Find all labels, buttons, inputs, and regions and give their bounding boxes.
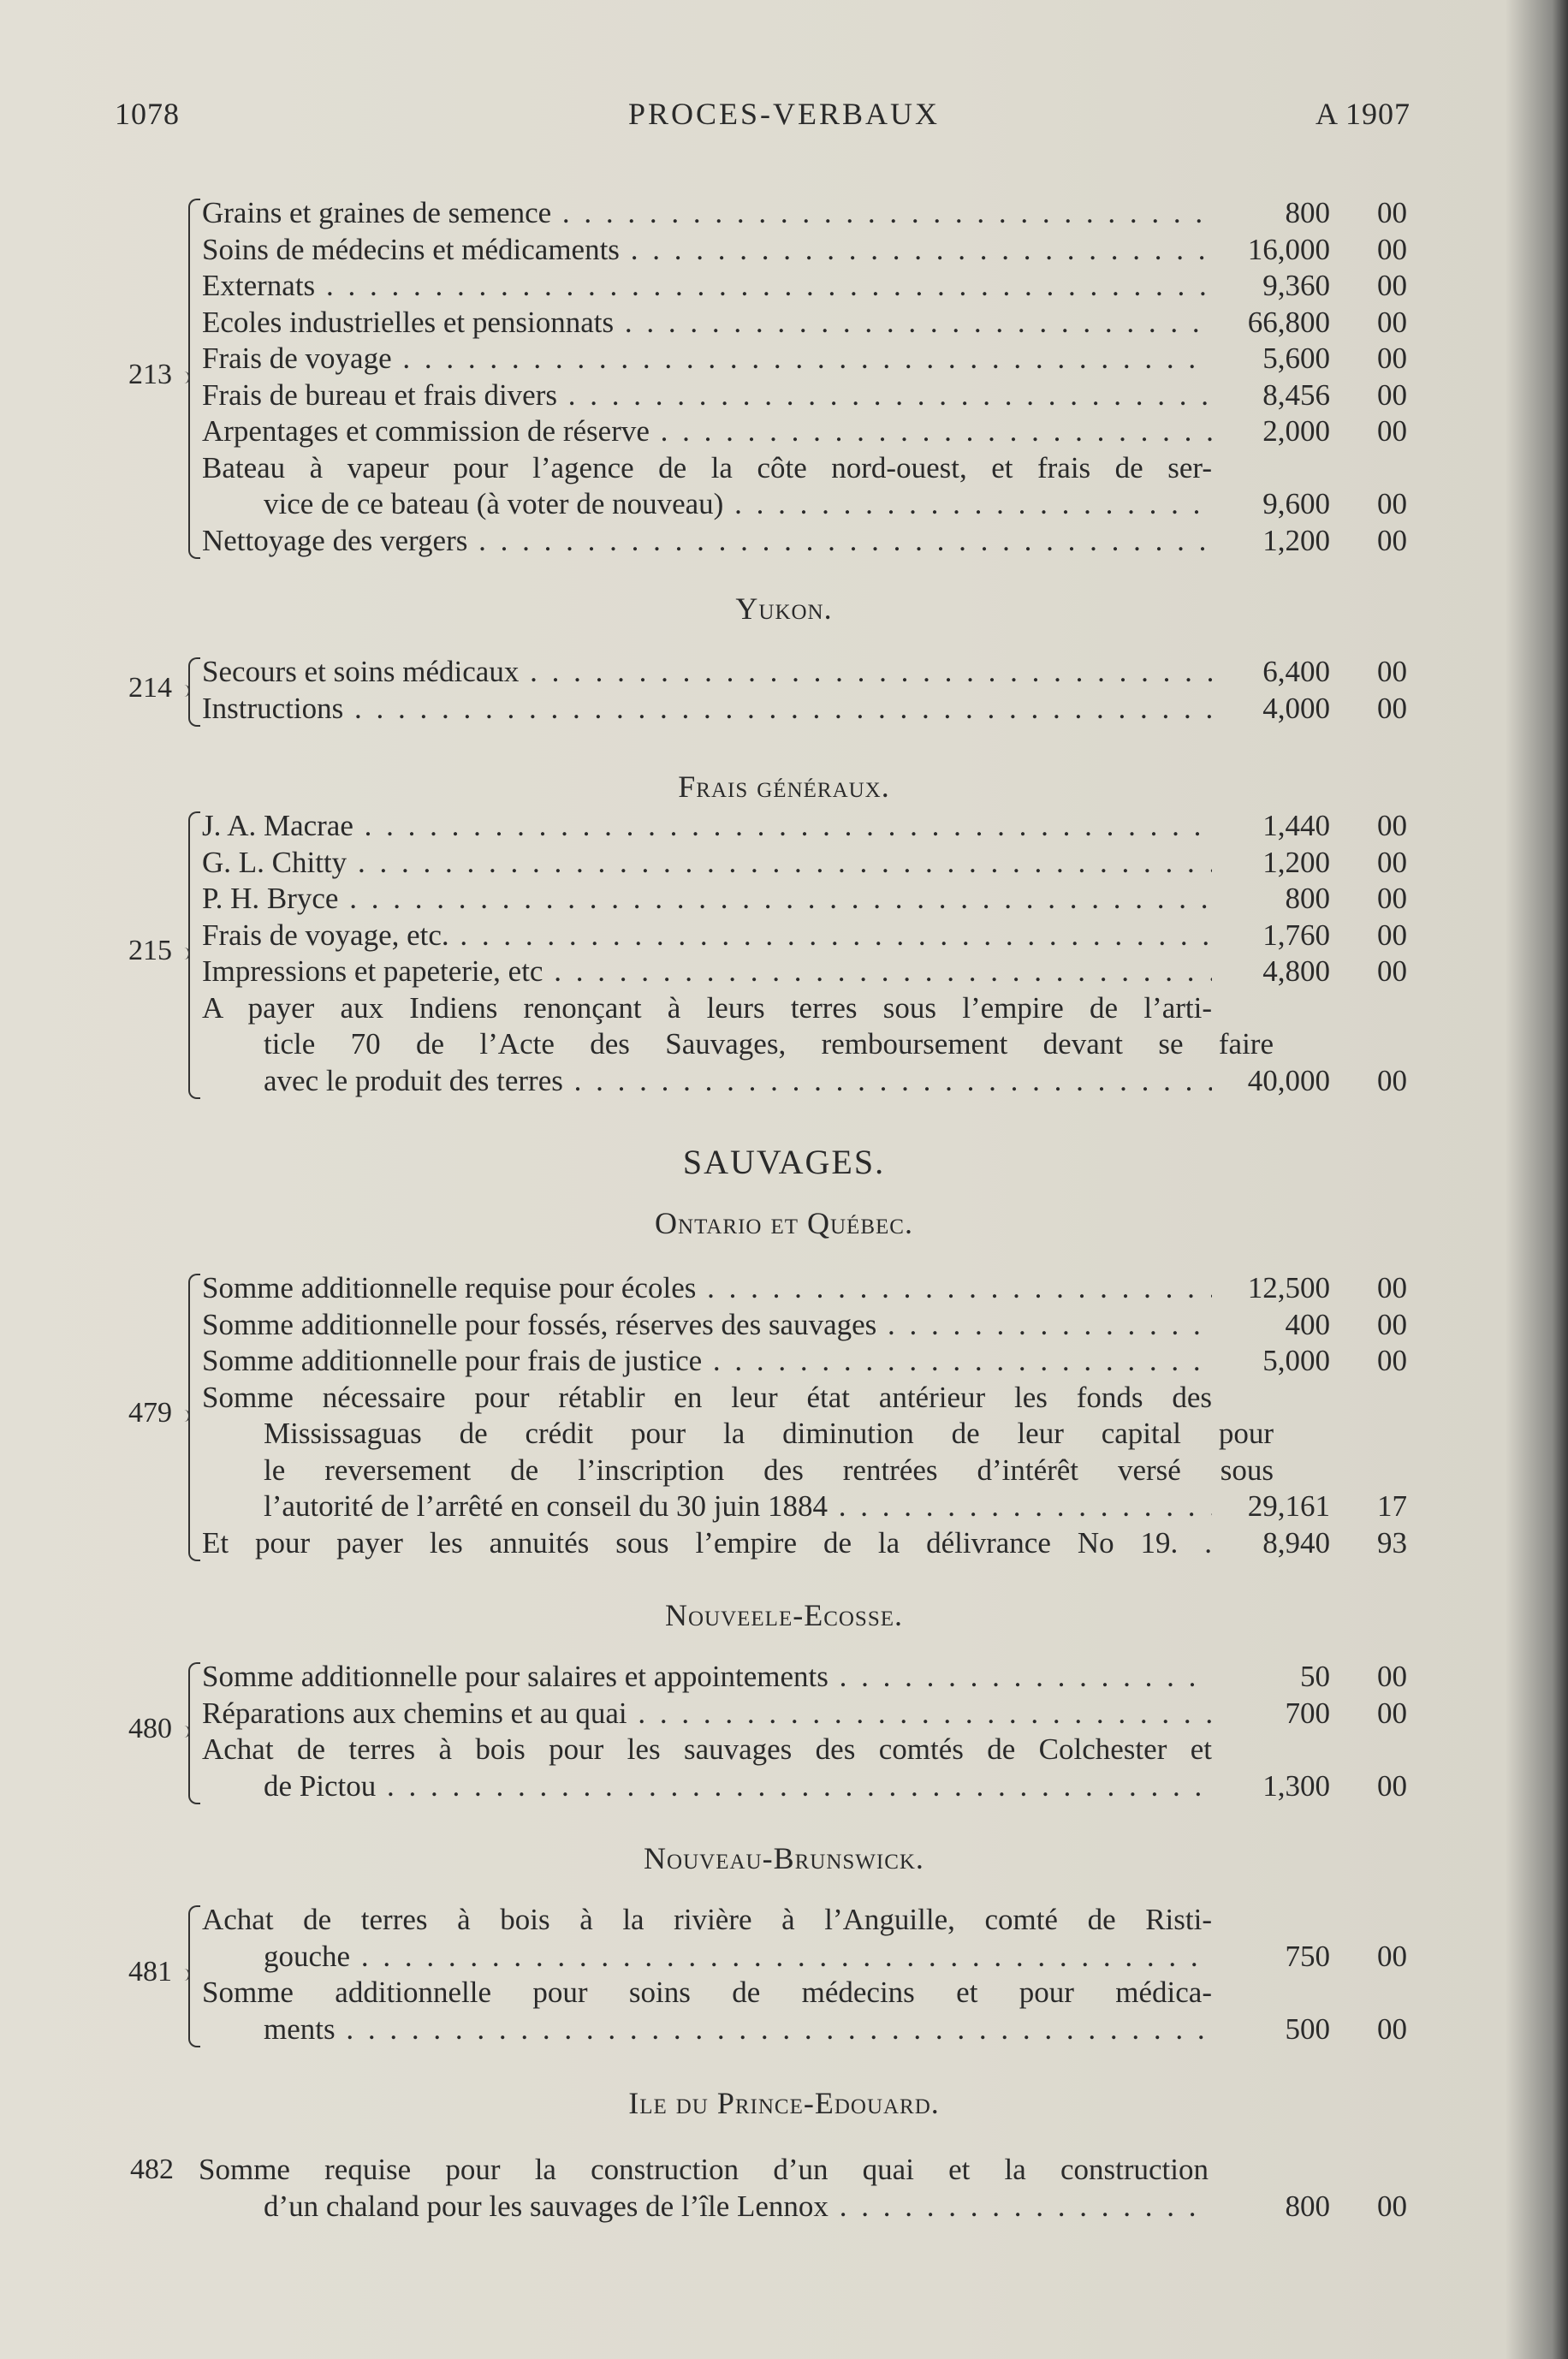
- item-description: A payer aux Indiens renonçant à leurs terres sous l’empire de l’arti-: [202, 990, 1212, 1025]
- line-item: [0, 1380, 1568, 1417]
- item-description: ticle 70 de l’Acte des Sauvages, remboursement devant se faire: [264, 1027, 1274, 1061]
- amount: [1248, 305, 1407, 342]
- amount-cents: 00: [1377, 414, 1407, 448]
- amount: [1262, 523, 1407, 560]
- amount-cents: 00: [1377, 1344, 1407, 1377]
- line-item: [0, 1696, 1568, 1732]
- line-item: [0, 1270, 1568, 1307]
- amount: [1286, 195, 1408, 232]
- item-description: Soins de médecins et médicaments . . .: [202, 232, 1212, 269]
- amount-cents: 00: [1377, 655, 1407, 688]
- line-item: [0, 1939, 1568, 1976]
- item-number: 482: [130, 2154, 174, 2185]
- item-number: 213: [128, 358, 172, 390]
- item-description: Nettoyage des vergers . . .: [202, 523, 1212, 560]
- line-item: [0, 1525, 1568, 1562]
- item-description: G. L. Chitty . . .: [202, 845, 1212, 882]
- item-description: Frais de voyage . . .: [202, 341, 1212, 377]
- item-description: Impressions et papeterie, etc . . .: [202, 954, 1212, 990]
- line-item: [0, 654, 1568, 691]
- amount-cents: 17: [1377, 1489, 1407, 1523]
- amount: [1286, 881, 1408, 918]
- item-description: Somme additionnelle pour salaires et appointements . . .: [202, 1659, 1212, 1696]
- amount: [1262, 268, 1407, 305]
- line-item: [0, 450, 1568, 487]
- amount: [1286, 1696, 1408, 1732]
- amount: [1248, 1063, 1407, 1100]
- item-description: Instructions . . .: [202, 691, 1212, 728]
- amount: [1262, 808, 1407, 845]
- amount: [1262, 486, 1407, 523]
- item-number: 215: [128, 935, 172, 966]
- amount-cents: 00: [1377, 845, 1407, 879]
- line-item: [0, 845, 1568, 882]
- item-number: 480: [128, 1713, 172, 1744]
- session-year: A 1907: [1315, 97, 1411, 131]
- amount: [1262, 413, 1407, 450]
- item-description: de Pictou . . .: [264, 1768, 1212, 1805]
- section-heading-main: SAUVAGES.: [682, 1143, 886, 1181]
- amount-dollars: 1,760: [1262, 918, 1330, 952]
- amount-cents: 00: [1377, 196, 1407, 229]
- amount-cents: 00: [1377, 1271, 1407, 1304]
- item-description: Somme nécessaire pour rétablir en leur état antérieur les fonds des: [202, 1380, 1212, 1414]
- item-description: Somme additionnelle pour frais de justice . . .: [202, 1343, 1212, 1380]
- amount-dollars: 66,800: [1247, 305, 1330, 339]
- item-description: Ecoles industrielles et pensionnats . . .: [202, 305, 1212, 342]
- item-description: Frais de voyage, etc. . . .: [202, 918, 1212, 954]
- item-description: Somme additionnelle pour fossés, réserves des sauvages . . .: [202, 1307, 1212, 1344]
- amount-cents: 00: [1377, 523, 1407, 557]
- amount-cents: 00: [1377, 269, 1407, 302]
- item-description: Arpentages et commission de réserve . . .: [202, 413, 1212, 450]
- amount-dollars: 800: [1285, 196, 1330, 229]
- amount: [1262, 654, 1407, 691]
- amount-cents: 00: [1377, 2011, 1407, 2046]
- line-item: [0, 1488, 1568, 1525]
- amount-dollars: 500: [1285, 2011, 1330, 2046]
- amount-dollars: 50: [1300, 1660, 1330, 1693]
- amount: [1262, 341, 1407, 377]
- line-item: [0, 2152, 1568, 2189]
- item-description: Externats . . .: [202, 268, 1212, 305]
- estimate-group: [0, 654, 1568, 727]
- amount-cents: 00: [1377, 1696, 1407, 1730]
- item-description: Somme additionnelle requise pour écoles . . .: [202, 1270, 1212, 1307]
- amount-cents: 00: [1377, 918, 1407, 952]
- section-heading: Yukon.: [735, 591, 833, 626]
- line-item: [0, 341, 1568, 377]
- item-description: P. H. Bryce . . .: [202, 881, 1212, 918]
- item-number: 479: [128, 1397, 172, 1429]
- item-description: Bateau à vapeur pour l’agence de la côte nord-ouest, et frais de ser-: [202, 450, 1212, 484]
- line-item: [0, 1453, 1568, 1489]
- item-description: d’un chaland pour les sauvages de l’île Lennox . . .: [264, 2189, 1212, 2225]
- line-item: [0, 1975, 1568, 2011]
- amount-dollars: 400: [1285, 1307, 1330, 1341]
- amount: [1286, 2011, 1408, 2048]
- amount-cents: 00: [1377, 232, 1407, 266]
- amount: [1248, 232, 1407, 269]
- line-item: [0, 1343, 1568, 1380]
- item-description: gouche . . .: [264, 1939, 1212, 1976]
- amount-dollars: 6,400: [1262, 655, 1330, 688]
- amount: [1262, 691, 1407, 728]
- amount-cents: 00: [1377, 1063, 1407, 1097]
- amount-dollars: 29,161: [1247, 1489, 1330, 1523]
- amount: [1248, 1488, 1407, 1525]
- item-number: 214: [128, 671, 172, 704]
- line-item: [0, 195, 1568, 232]
- line-item: [0, 486, 1568, 523]
- amount-dollars: 800: [1285, 2189, 1330, 2223]
- line-item: [0, 881, 1568, 918]
- amount-dollars: 800: [1285, 882, 1330, 915]
- section-heading: Frais généraux.: [678, 769, 890, 804]
- amount-dollars: 1,200: [1262, 845, 1330, 879]
- item-description: avec le produit des terres . . .: [264, 1063, 1212, 1100]
- line-item: [0, 1659, 1568, 1696]
- line-item: [0, 1732, 1568, 1768]
- amount-dollars: 9,360: [1262, 269, 1330, 302]
- amount-cents: 93: [1377, 1525, 1407, 1560]
- amount-dollars: 9,600: [1262, 487, 1330, 520]
- item-description: Grains et graines de semence . . .: [202, 195, 1212, 232]
- line-item: [0, 918, 1568, 954]
- amount-dollars: 16,000: [1247, 232, 1330, 266]
- amount-cents: 00: [1377, 1307, 1407, 1341]
- line-item: [0, 808, 1568, 845]
- line-item: [0, 2189, 1568, 2225]
- amount: [1262, 845, 1407, 882]
- amount-cents: 00: [1377, 882, 1407, 915]
- item-description: Achat de terres à bois à la rivière à l’Anguille, comté de Risti-: [202, 1903, 1212, 1936]
- line-item: [0, 691, 1568, 728]
- amount-dollars: 8,456: [1262, 377, 1330, 412]
- amount-dollars: 1,200: [1262, 523, 1330, 557]
- amount: [1262, 1343, 1407, 1380]
- item-description: J. A. Macrae . . .: [202, 808, 1212, 845]
- amount: [1262, 377, 1407, 414]
- section-heading: Nouveau-Brunswick.: [644, 1841, 924, 1875]
- amount-dollars: 40,000: [1247, 1063, 1330, 1097]
- line-item: [0, 523, 1568, 560]
- estimate-group: [0, 195, 1568, 559]
- section-heading: Ile du Prince-Edouard.: [628, 2086, 940, 2120]
- page-header: [0, 96, 1568, 147]
- estimate-group: [0, 1270, 1568, 1561]
- amount: [1262, 918, 1407, 954]
- line-item: [0, 232, 1568, 269]
- amount-cents: 00: [1377, 1939, 1407, 1973]
- line-item: [0, 2011, 1568, 2048]
- section-heading: Nouveele-Ecosse.: [664, 1598, 904, 1632]
- line-item: [0, 1902, 1568, 1939]
- amount-cents: 00: [1377, 691, 1407, 725]
- amount-cents: 00: [1377, 487, 1407, 520]
- amount-dollars: 2,000: [1262, 414, 1330, 448]
- item-description: Mississaguas de crédit pour la diminution de leur capital pour: [264, 1417, 1274, 1450]
- line-item: [0, 1063, 1568, 1100]
- amount-cents: 00: [1377, 342, 1407, 375]
- amount-cents: 00: [1377, 1660, 1407, 1693]
- amount-dollars: 1,440: [1262, 809, 1330, 842]
- amount: [1262, 954, 1407, 990]
- item-description: ments . . .: [264, 2011, 1212, 2048]
- amount-dollars: 5,600: [1262, 342, 1330, 375]
- amount-cents: 00: [1377, 377, 1407, 412]
- amount-dollars: 12,500: [1247, 1271, 1330, 1304]
- line-item: [0, 377, 1568, 414]
- line-item: [0, 954, 1568, 990]
- amount-dollars: 1,300: [1262, 1768, 1330, 1803]
- item-description: l’autorité de l’arrêté en conseil du 30 juin 1884 . . .: [264, 1488, 1212, 1525]
- amount-dollars: 750: [1285, 1939, 1330, 1973]
- amount-dollars: 4,800: [1262, 954, 1330, 988]
- amount-cents: 00: [1377, 1768, 1407, 1803]
- line-item: [0, 1768, 1568, 1805]
- running-title: PROCES-VERBAUX: [627, 97, 941, 131]
- amount-cents: 00: [1377, 305, 1407, 339]
- line-item: [0, 268, 1568, 305]
- amount-cents: 00: [1377, 2189, 1407, 2223]
- estimate-group: [0, 1902, 1568, 2047]
- line-item: [0, 1416, 1568, 1453]
- section-heading: Ontario et Québec.: [655, 1206, 913, 1240]
- amount: [1286, 1939, 1408, 1976]
- item-description: Achat de terres à bois pour les sauvages des comtés de Colchester et: [202, 1732, 1212, 1766]
- amount: [1248, 1270, 1407, 1307]
- amount: [1262, 1525, 1407, 1562]
- item-description: Et pour payer les annuités sous l’empire de la délivrance No 19. .: [202, 1525, 1212, 1560]
- item-description: le reversement de l’inscription des rentrées d’intérêt versé sous: [264, 1453, 1274, 1487]
- page-number: 1078: [115, 97, 180, 131]
- estimate-group: [0, 2152, 1568, 2225]
- estimate-group: [0, 1659, 1568, 1804]
- line-item: [0, 305, 1568, 342]
- item-description: Frais de bureau et frais divers . . .: [202, 377, 1212, 414]
- amount: [1286, 2189, 1408, 2225]
- amount-cents: 00: [1377, 809, 1407, 842]
- item-number: 481: [128, 1956, 172, 1988]
- amount-dollars: 8,940: [1262, 1525, 1330, 1560]
- amount: [1300, 1659, 1407, 1696]
- estimate-group: [0, 808, 1568, 1099]
- amount: [1286, 1307, 1408, 1344]
- line-item: [0, 1026, 1568, 1063]
- amount-dollars: 4,000: [1262, 691, 1330, 725]
- amount-dollars: 5,000: [1262, 1344, 1330, 1377]
- amount: [1262, 1768, 1407, 1805]
- item-description: Somme requise pour la construction d’un quai et la construction: [199, 2153, 1209, 2186]
- amount-dollars: 700: [1285, 1696, 1330, 1730]
- line-item: [0, 990, 1568, 1027]
- item-description: Réparations aux chemins et au quai . . .: [202, 1696, 1212, 1732]
- amount-cents: 00: [1377, 954, 1407, 988]
- line-item: [0, 1307, 1568, 1344]
- item-description: vice de ce bateau (à voter de nouveau) . . .: [264, 486, 1212, 523]
- item-description: Secours et soins médicaux . . .: [202, 654, 1212, 691]
- item-description: Somme additionnelle pour soins de médecins et pour médica-: [202, 1976, 1212, 2009]
- line-item: [0, 413, 1568, 450]
